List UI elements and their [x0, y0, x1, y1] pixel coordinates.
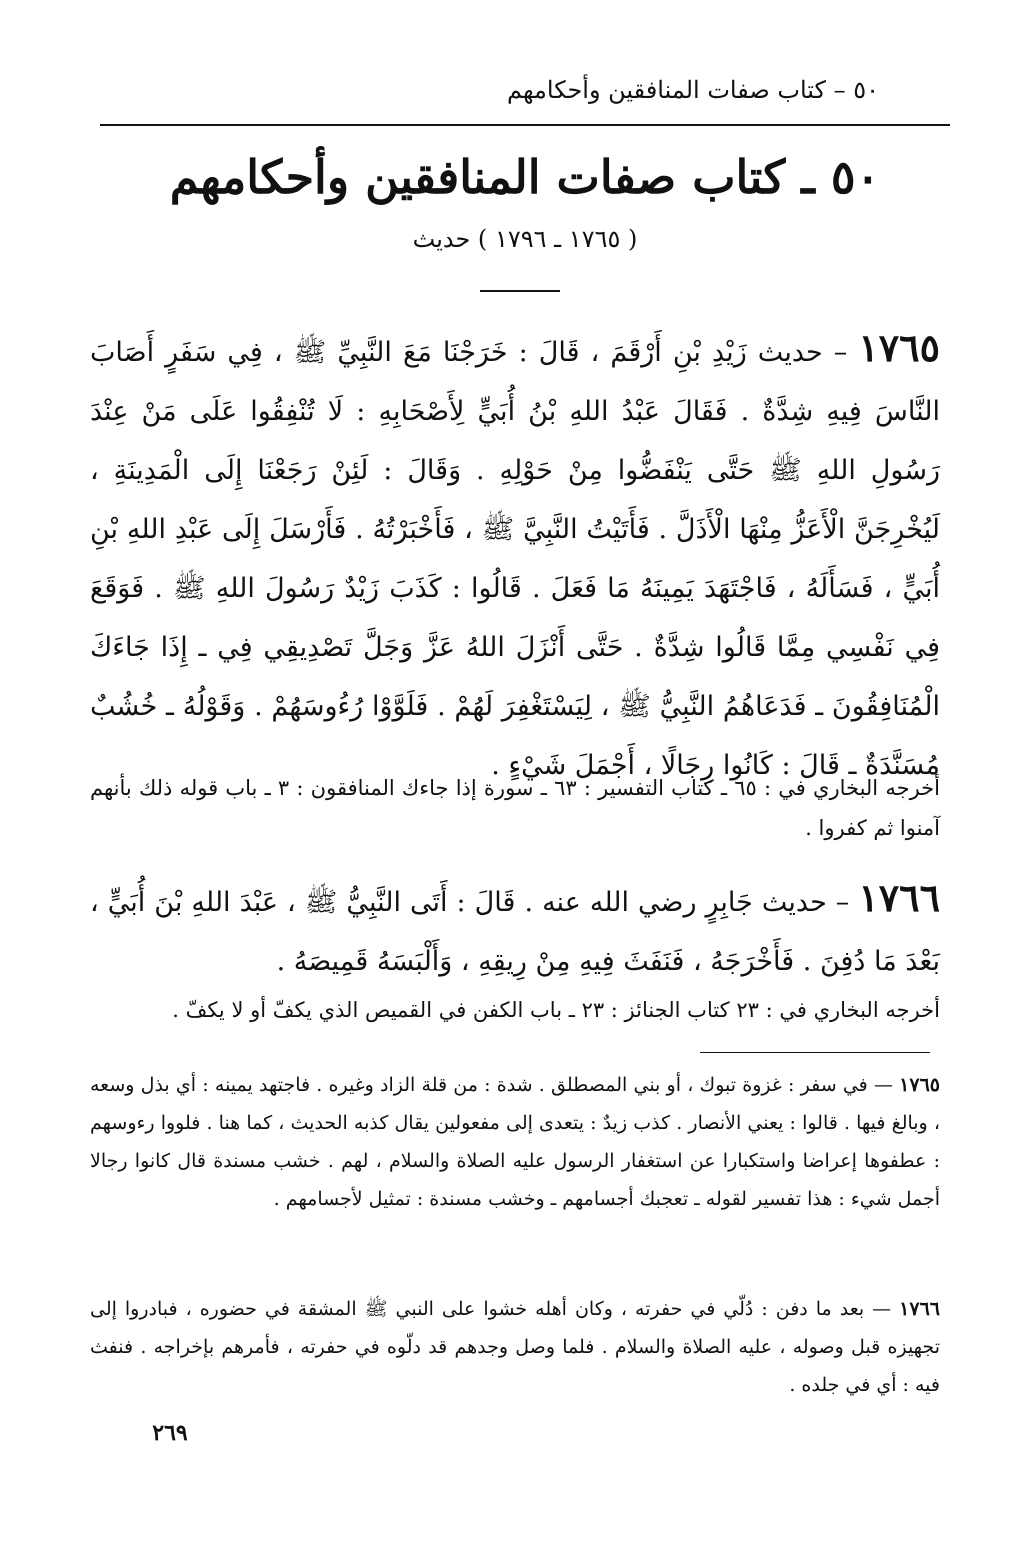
book-title: ٥٠ ـ كتاب صفات المنافقين وأحكامهم [169, 150, 881, 204]
running-head: ٥٠ – كتاب صفات المنافقين وأحكامهم [506, 76, 879, 104]
page-number: ٢٦٩ [152, 1420, 188, 1446]
hadith-source: أخرجه البخاري في : ٢٣ كتاب الجنائز : ٢٣ ـ باب الكفن في القميص الذي يكفّ أو لا يكفّ . [172, 998, 940, 1022]
header-rule [100, 124, 950, 126]
hadith-number: ١٧٦٦ [858, 875, 940, 920]
hadith-text: – حديث زَيْدِ بْنِ أَرْقَمَ ، قَالَ : خَرَجْنَا مَعَ النَّبِيِّ ﷺ ، فِي سَفَرٍ أَصَابَ النَّاسَ فِيهِ شِدَّةٌ . فَقَالَ عَبْدُ اللهِ بْنُ أُبَيٍّ لِأَصْحَابِهِ : لَا تُنْفِقُوا عَلَى مَنْ عِنْدَ رَسُولِ اللهِ ﷺ حَتَّى يَنْفَضُّوا مِنْ حَوْلِهِ . وَقَالَ : لَئِنْ رَجَعْنَا إِلَى الْمَدِينَةِ ، لَيُخْرِجَنَّ الْأَعَزُّ مِنْهَا الْأَذَلَّ . فَأَتَيْتُ النَّبِيَّ ﷺ ، فَأَخْبَرْتُهُ . فَأَرْسَلَ إِلَى عَبْدِ اللهِ بْنِ أُبَيٍّ ، فَسَأَلَهُ ، فَاجْتَهَدَ يَمِينَهُ مَا فَعَلَ . قَالُوا : كَذَبَ زَيْدٌ رَسُولَ اللهِ ﷺ . فَوَقَعَ فِي نَفْسِي مِمَّا قَالُوا شِدَّةٌ . حَتَّى أَنْزَلَ اللهُ عَزَّ وَجَلَّ تَصْدِيقِي فِي ـ إِذَا جَاءَكَ الْمُنَافِقُونَ ـ فَدَعَاهُمُ النَّبِيُّ ﷺ ، لِيَسْتَغْفِرَ لَهُمْ . فَلَوَّوْا رُءُوسَهُمْ . وَقَوْلُهُ ـ خُشُبٌ مُسَنَّدَةٌ ـ قَالَ : كَانُوا رِجَالًا ، أَجْمَلَ شَيْءٍ . [90, 337, 940, 781]
footnote-text: — في سفر : غزوة تبوك ، أو بني المصطلق . شدة : من قلة الزاد وغيره . فاجتهد يمينه : أي بذل وسعه ، وبالغ فيها . قالوا : يعني الأنصار . كذب زيدٌ : يتعدى إلى مفعولين يقال كذبه الحديث ، كما هنا . فلووا رءوسهم : عطفوها إعراضا واستكبارا عن استغفار الرسول عليه الصلاة والسلام ، لهم . خشب مسندة قال كانوا رجالا أجمل شيء : هذا تفسير لقوله ـ تعجبك أجسامهم ـ وخشب مسندة : تمثيل لأجسامهم . [90, 1074, 940, 1210]
footnote-1766 [90, 1290, 940, 1404]
title-divider [480, 290, 560, 292]
hadith-1766 [90, 868, 940, 991]
hadith-text: – حديث جَابِرٍ رضي الله عنه . قَالَ : أَتَى النَّبِيُّ ﷺ ، عَبْدَ اللهِ بْنَ أُبَيٍّ ، بَعْدَ مَا دُفِنَ . فَأَخْرَجَهُ ، فَنَفَثَ فِيهِ مِنْ رِيقِهِ ، وَأَلْبَسَهُ قَمِيصَهُ . [90, 887, 940, 977]
footnote-text: — بعد ما دفن : دُلّي في حفرته ، وكان أهله خشوا على النبي ﷺ المشقة في حضوره ، فبادروا إلى تجهيزه قبل وصوله ، عليه الصلاة والسلام . فلما وصل وجدهم قد دلّوه في حفرته ، فأمرهم بإخراجه . فنفث فيه : أي في جلده . [90, 1298, 940, 1396]
footnotes-rule [700, 1052, 930, 1053]
hadith-number: ١٧٦٥ [858, 325, 940, 370]
hadith-range: ( ١٧٦٥ ـ ١٧٩٦ ) حديث [412, 225, 638, 253]
hadith-1765 [90, 318, 940, 795]
hadith-source: أخرجه البخاري في : ٦٥ ـ كتاب التفسير : ٦٣ ـ سورة إذا جاءك المنافقون : ٣ ـ باب قوله ذلك بأنهم آمنوا ثم كفروا . [90, 776, 940, 840]
footnote-number: ١٧٦٦ [899, 1298, 940, 1320]
footnote-number: ١٧٦٥ [899, 1074, 940, 1096]
footnote-1765 [90, 1066, 940, 1218]
